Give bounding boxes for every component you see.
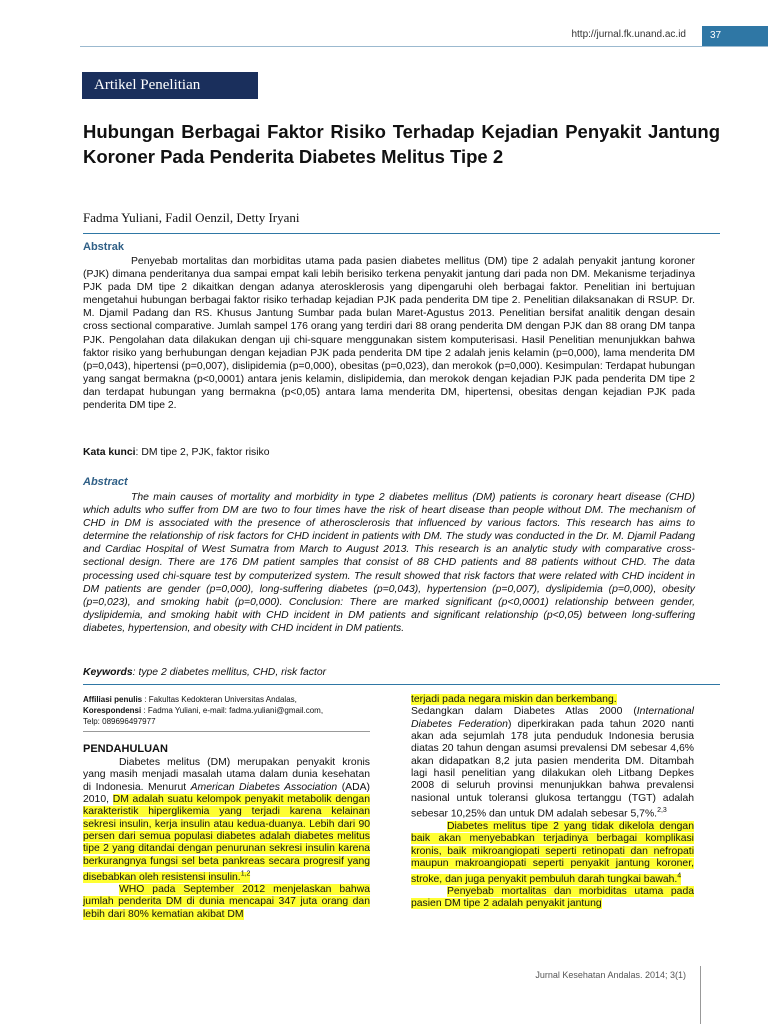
text-run: ) diperkirakan pada tahun 2020 nanti akan ada sejumlah 178 juta penduduk Indonesia berusia diatas 20 tahun dengan asumsi prevalensi DM sebesar 4,6% akan didapatkan 8,2 juta pasien menderita DM. Ditambah lagi hasil penelitian yang dilakukan oleh Litbang Depkes 2008 di seluruh provinsi menunjukkan bahwa prevalensi nasional untuk toleransi glukosa tertanggu (TGT) adalah sebesar 10,25% dan untuk DM adalah sebesar 5,7%. (411, 718, 694, 820)
affiliation-label: Affiliasi penulis (83, 695, 143, 704)
paragraph (411, 821, 694, 886)
text-run: Diabetes melitus (DM) merupakan penyakit kronis yang masih menjadi masalah utama dalam dunia kesehatan di Indonesia. Menurut (83, 757, 370, 793)
highlighted-text: terjadi pada negara miskin dan berkembang. (411, 694, 617, 705)
abstract-divider (83, 684, 720, 685)
title-divider (83, 233, 720, 234)
journal-citation-footer: Jurnal Kesehatan Andalas. 2014; 3(1) (535, 970, 686, 980)
article-title: Hubungan Berbagai Faktor Risiko Terhadap Kejadian Penyakit Jantung Koroner Pada Penderita Diabetes Melitus Tipe 2 (83, 121, 720, 167)
abstract-body: The main causes of mortality and morbidity in type 2 diabetes mellitus (DM) patients is coronary heart disease (CHD) which adults who suffer from DM are two to four times have the risk of heart disease than people without DM. The mechanism of CHD in DM is associated with the presence of atherosclerosis that influenced by various factors. This research has aims to determine the relationship of risk factors for CHD incident in patients with DM. The study was conducted in the Dr. M. Djamil Padang and Cardiac Hospital of West Sumatra from March to August 2013. This research is an analytic study with comparative cross-sectional design. There are 176 DM patient samples that consist of 88 CHD patients and 88 patients without CHD. The data processing used chi-square test by computerized system. The result showed that risk factors that were related with CHD incident in DM patients are gender (p=0,000), long-suffering diabetes (p=0,043), hypertension (p=0,007), dyslipidemia (p=0,000), obesity (p=0,023), and smoking habit (p=0,000). Conclusion: There are marked significant (p<0,0001) relationship between gender, dyslipidemia, and smoking habit with CHD incident in DM patients and significant relationship (p<0,05) between long-suffering diabetes, hypertension, and obesity with CHD incident in DM patients. (83, 492, 695, 634)
correspondence-text: : Fadma Yuliani, e-mail: fadma.yuliani@gmail.com, (141, 706, 324, 715)
citation: 2,3 (657, 807, 667, 815)
paragraph (83, 757, 370, 884)
left-column (83, 757, 370, 921)
keywords-label: Keywords (83, 667, 133, 678)
correspondence-label: Korespondensi (83, 706, 142, 715)
highlighted-text: Penyebab mortalitas dan morbiditas utama pada pasien DM tipe 2 adalah penyakit jantung (411, 886, 694, 910)
citation: 4 (677, 872, 682, 880)
correspondence-line (83, 705, 383, 716)
paragraph (83, 884, 370, 921)
abstrak-heading: Abstrak (83, 241, 124, 253)
keywords (83, 667, 326, 678)
page-number: 37 (702, 26, 768, 46)
abstrak-body: Penyebab mortalitas dan morbiditas utama pada pasien diabetes mellitus (DM) tipe 2 adalah penyakit jantung koroner (PJK) dimana penderitanya dua sampai empat kali lebih berisiko terkena penyakit jantung dari pada non DM. Mekanisme terjadinya PJK pada DM tipe 2 dikaitkan dengan adanya aterosklerosis yang dipengaruhi oleh berbagai faktor. Penelitian ini bertujuan mengetahui hubungan berbagai faktor risiko terhadap kejadian PJK pada penderita DM tipe 2. Penelitian dilaksanakan di RSUP. Dr. M. Djamil Padang dan RS. Khusus Jantung Sumbar pada bulan Maret-Agustus 2013. Penelitian bersifat analitik dengan desain cross sectional comparative. Jumlah sampel 176 orang yang terdiri dari 88 orang penderita DM dengan PJK dan 88 orang DM tanpa PJK. Pengolahan data dilakukan dengan uji chi-square menggunakan sistem komputerisasi. Hasil Penelitian menunjukkan bahwa faktor risiko yang berhubungan dengan kejadian PJK pada penderita DM tipe 2 adalah jenis kelamin (p=0,000), lama menderita DM (p=0,043), hipertensi (p=0,007), dislipidemia (p=0,000), obesitas (p=0,023), dan merokok (p=0,000). Kesimpulan: Terdapat hubungan yang sangat bermakna (p<0,0001) antara jenis kelamin, dislipidemia, dan merokok dengan kejadian PJK pada penderita DM tipe 2 dan terdapat hubungan yang bermakna (p<0,05) antara lama menderita DM, hipertensi, obesitas dengan kejadian PJK pada penderita DM tipe 2. (83, 256, 695, 412)
kata-kunci (83, 447, 270, 458)
ada-name: American Diabetes Association (190, 781, 338, 793)
text-run: DM adalah suatu kelompok penyakit metabolik dengan karakteristik hiperglikemia yang terjadi karena kelainan sekresi insulin, kerja insulin atau kedua-duanya. Lebih dari 90 persen dari semua populasi diabetes adalah diabetes melitus tipe 2 yang ditandai dengan penurunan sekresi insulin karena berkurangnya fungsi sel beta pankreas secara progresif yang disebabkan oleh resistensi insulin. (83, 794, 370, 883)
highlighted-text (411, 821, 694, 885)
affiliation-line (83, 694, 383, 705)
abstract-heading: Abstract (83, 476, 128, 488)
right-column (411, 694, 694, 911)
text-run: (ADA) 2010, (83, 781, 370, 806)
kata-kunci-label: Kata kunci (83, 447, 136, 458)
idf-name: International Diabetes Federation (411, 706, 694, 730)
paragraph (411, 706, 694, 821)
affiliation-text: : Fakultas Kedokteran Universitas Andalas, (142, 695, 297, 704)
paragraph (411, 886, 694, 911)
article-type-badge: Artikel Penelitian (82, 72, 258, 99)
highlighted-text: WHO pada September 2012 menjelaskan bahwa jumlah penderita DM di dunia mencapai 347 juta orang dan lebih dari 80% kematian akibat DM (83, 883, 370, 920)
paragraph (411, 694, 694, 706)
header-divider (80, 46, 768, 47)
affiliation-divider (83, 731, 370, 732)
highlighted-text (83, 794, 370, 883)
text-run: Diabetes melitus tipe 2 yang tidak dikelola dengan baik akan menyebabkan terjadinya berbagai komplikasi kronis, baik mikroangiopati seperti retinopati dan nefropati maupun makroangiopati seperti penyakit jantung koroner, stroke, dan juga penyakit pembuluh darah tungkai bawah. (411, 820, 694, 885)
footer-divider (700, 966, 701, 1024)
telephone-line: Telp: 089696497977 (83, 717, 156, 726)
affiliation-block (83, 694, 383, 727)
keywords-text: : type 2 diabetes mellitus, CHD, risk factor (132, 667, 327, 678)
text-run: Sedangkan dalam Diabetes Atlas 2000 ( (411, 706, 637, 718)
journal-url[interactable]: http://jurnal.fk.unand.ac.id (571, 29, 686, 40)
section-heading: PENDAHULUAN (83, 743, 168, 755)
kata-kunci-text: : DM tipe 2, PJK, faktor risiko (135, 447, 270, 458)
citation: 1,2 (240, 870, 251, 878)
author-list: Fadma Yuliani, Fadil Oenzil, Detty Iryani (83, 210, 300, 225)
